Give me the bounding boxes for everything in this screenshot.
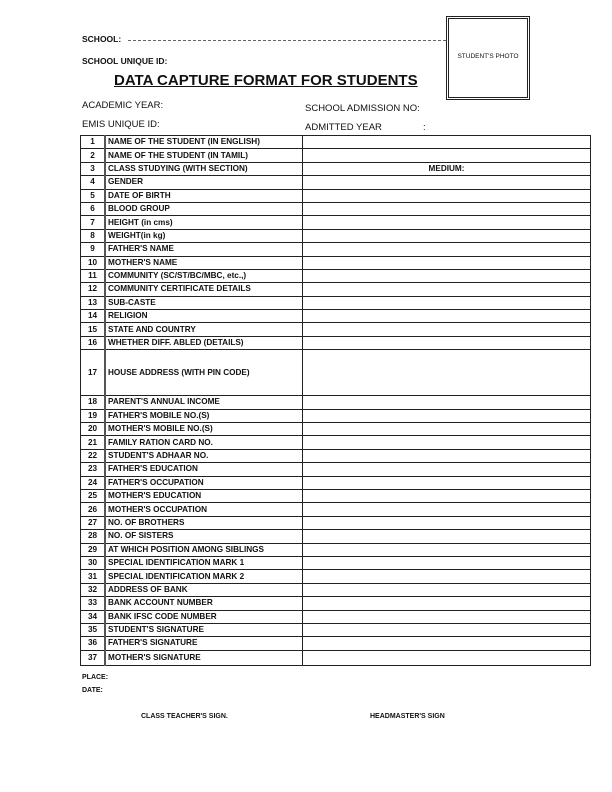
row-number: 6 xyxy=(81,202,106,215)
row-value-field[interactable] xyxy=(303,503,591,516)
admitted-year-label: ADMITTED YEAR xyxy=(305,122,382,133)
row-number: 20 xyxy=(81,423,106,436)
table-row xyxy=(81,229,591,242)
table-row xyxy=(81,323,591,336)
row-number: 16 xyxy=(81,336,106,349)
table-row xyxy=(81,516,591,529)
row-number: 27 xyxy=(81,516,106,529)
table-row xyxy=(81,162,591,175)
row-number: 1 xyxy=(81,136,106,149)
row-label: FATHER'S OCCUPATION xyxy=(105,476,303,489)
row-value-field[interactable] xyxy=(303,530,591,543)
row-value-field[interactable]: MEDIUM: xyxy=(303,162,591,175)
table-row xyxy=(81,463,591,476)
row-number: 29 xyxy=(81,543,106,556)
row-label: MOTHER'S OCCUPATION xyxy=(105,503,303,516)
row-label: WEIGHT(in kg) xyxy=(105,229,303,242)
admitted-year-colon: : xyxy=(423,122,426,133)
row-value-field[interactable] xyxy=(303,610,591,623)
row-label: MOTHER'S NAME xyxy=(105,256,303,269)
table-row xyxy=(81,503,591,516)
row-number: 10 xyxy=(81,256,106,269)
row-value-field[interactable] xyxy=(303,350,591,396)
row-label: SPECIAL IDENTIFICATION MARK 1 xyxy=(105,556,303,569)
table-row xyxy=(81,597,591,610)
table-row xyxy=(81,243,591,256)
date-label: DATE: xyxy=(82,687,103,694)
row-number: 33 xyxy=(81,597,106,610)
row-value-field[interactable] xyxy=(303,650,591,665)
row-number: 9 xyxy=(81,243,106,256)
row-number: 7 xyxy=(81,216,106,229)
row-value-field[interactable] xyxy=(303,423,591,436)
photo-label: STUDENT'S PHOTO xyxy=(457,53,519,60)
table-row xyxy=(81,396,591,409)
student-photo-box xyxy=(446,16,530,100)
table-row xyxy=(81,149,591,162)
row-value-field[interactable] xyxy=(303,336,591,349)
row-value-field[interactable] xyxy=(303,476,591,489)
row-number: 34 xyxy=(81,610,106,623)
row-number: 4 xyxy=(81,176,106,189)
school-field-line xyxy=(128,40,446,41)
row-label: PARENT'S ANNUAL INCOME xyxy=(105,396,303,409)
row-number: 26 xyxy=(81,503,106,516)
row-number: 2 xyxy=(81,149,106,162)
row-number: 22 xyxy=(81,449,106,462)
row-number: 21 xyxy=(81,436,106,449)
row-label: NAME OF THE STUDENT (IN TAMIL) xyxy=(105,149,303,162)
row-number: 32 xyxy=(81,583,106,596)
row-number: 19 xyxy=(81,409,106,422)
row-number: 11 xyxy=(81,269,106,282)
row-label: GENDER xyxy=(105,176,303,189)
row-number: 12 xyxy=(81,283,106,296)
table-row xyxy=(81,543,591,556)
table-row xyxy=(81,310,591,323)
row-value-field[interactable] xyxy=(303,310,591,323)
row-value-field[interactable] xyxy=(303,256,591,269)
table-row xyxy=(81,409,591,422)
row-number: 3 xyxy=(81,162,106,175)
row-label: WHETHER DIFF. ABLED (DETAILS) xyxy=(105,336,303,349)
row-number: 28 xyxy=(81,530,106,543)
table-row xyxy=(81,269,591,282)
row-value-field[interactable] xyxy=(303,449,591,462)
table-row xyxy=(81,436,591,449)
table-row xyxy=(81,423,591,436)
row-value-field[interactable] xyxy=(303,597,591,610)
row-value-field[interactable] xyxy=(303,243,591,256)
row-value-field[interactable] xyxy=(303,516,591,529)
row-number: 35 xyxy=(81,623,106,636)
school-admission-no-label: SCHOOL ADMISSION NO: xyxy=(305,103,420,114)
row-number: 31 xyxy=(81,570,106,583)
table-row xyxy=(81,256,591,269)
row-number: 17 xyxy=(81,350,106,396)
row-value-field[interactable] xyxy=(303,623,591,636)
table-row xyxy=(81,610,591,623)
row-value-field[interactable] xyxy=(303,296,591,309)
row-label: STUDENT'S ADHAAR NO. xyxy=(105,449,303,462)
row-label: DATE OF BIRTH xyxy=(105,189,303,202)
row-label: STUDENT'S SIGNATURE xyxy=(105,623,303,636)
row-value-field[interactable] xyxy=(303,583,591,596)
class-teacher-sign-label: CLASS TEACHER'S SIGN. xyxy=(141,713,228,720)
row-value-field[interactable] xyxy=(303,396,591,409)
table-row xyxy=(81,556,591,569)
place-label: PLACE: xyxy=(82,674,109,681)
row-label: COMMUNITY CERTIFICATE DETAILS xyxy=(105,283,303,296)
row-label: HOUSE ADDRESS (WITH PIN CODE) xyxy=(105,350,303,396)
row-value-field[interactable] xyxy=(303,189,591,202)
row-label: NAME OF THE STUDENT (IN ENGLISH) xyxy=(105,136,303,149)
row-number: 15 xyxy=(81,323,106,336)
table-row xyxy=(81,176,591,189)
row-value-field[interactable] xyxy=(303,489,591,502)
table-row xyxy=(81,449,591,462)
row-value-field[interactable] xyxy=(303,176,591,189)
row-label: SPECIAL IDENTIFICATION MARK 2 xyxy=(105,570,303,583)
row-value-field[interactable] xyxy=(303,283,591,296)
table-row xyxy=(81,650,591,665)
row-value-field[interactable] xyxy=(303,556,591,569)
row-label: COMMUNITY (SC/ST/BC/MBC, etc.,) xyxy=(105,269,303,282)
table-row xyxy=(81,202,591,215)
row-number: 24 xyxy=(81,476,106,489)
row-label: CLASS STUDYING (WITH SECTION) xyxy=(105,162,303,175)
row-value-field[interactable] xyxy=(303,323,591,336)
table-row xyxy=(81,216,591,229)
row-label: BANK ACCOUNT NUMBER xyxy=(105,597,303,610)
row-value-field[interactable] xyxy=(303,229,591,242)
row-value-field[interactable] xyxy=(303,463,591,476)
row-number: 37 xyxy=(81,650,106,665)
academic-year-label: ACADEMIC YEAR: xyxy=(82,100,164,111)
row-value-field[interactable] xyxy=(303,436,591,449)
table-row xyxy=(81,336,591,349)
row-value-field[interactable] xyxy=(303,409,591,422)
row-value-field[interactable] xyxy=(303,202,591,215)
row-number: 30 xyxy=(81,556,106,569)
row-label: ADDRESS OF BANK xyxy=(105,583,303,596)
row-label: FATHER'S NAME xyxy=(105,243,303,256)
table-row xyxy=(81,530,591,543)
row-number: 8 xyxy=(81,229,106,242)
table-row xyxy=(81,583,591,596)
row-value-field[interactable] xyxy=(303,149,591,162)
row-label: AT WHICH POSITION AMONG SIBLINGS xyxy=(105,543,303,556)
row-label: FAMILY RATION CARD NO. xyxy=(105,436,303,449)
row-number: 14 xyxy=(81,310,106,323)
school-unique-id-label: SCHOOL UNIQUE ID: xyxy=(82,56,168,66)
row-value-field[interactable] xyxy=(303,543,591,556)
row-label: MOTHER'S MOBILE NO.(S) xyxy=(105,423,303,436)
school-label: SCHOOL: xyxy=(82,34,122,44)
row-value-field[interactable] xyxy=(303,637,591,650)
row-value-field[interactable] xyxy=(303,269,591,282)
row-label: MOTHER'S EDUCATION xyxy=(105,489,303,502)
table-row xyxy=(81,350,591,396)
row-label: BANK IFSC CODE NUMBER xyxy=(105,610,303,623)
row-number: 18 xyxy=(81,396,106,409)
row-value-field[interactable] xyxy=(303,216,591,229)
table-row xyxy=(81,283,591,296)
row-value-field[interactable] xyxy=(303,570,591,583)
row-label: FATHER'S SIGNATURE xyxy=(105,637,303,650)
row-label: HEIGHT (in cms) xyxy=(105,216,303,229)
row-label: MOTHER'S SIGNATURE xyxy=(105,650,303,665)
row-value-field[interactable] xyxy=(303,136,591,149)
headmaster-sign-label: HEADMASTER'S SIGN xyxy=(370,713,445,720)
student-details-table xyxy=(80,135,591,666)
row-number: 25 xyxy=(81,489,106,502)
table-row xyxy=(81,476,591,489)
row-number: 23 xyxy=(81,463,106,476)
table-row xyxy=(81,189,591,202)
row-label: FATHER'S EDUCATION xyxy=(105,463,303,476)
row-label: SUB-CASTE xyxy=(105,296,303,309)
page-title: DATA CAPTURE FORMAT FOR STUDENTS xyxy=(114,72,418,89)
emis-unique-id-label: EMIS UNIQUE ID: xyxy=(82,119,160,130)
row-label: RELIGION xyxy=(105,310,303,323)
table-row xyxy=(81,637,591,650)
row-label: STATE AND COUNTRY xyxy=(105,323,303,336)
row-number: 5 xyxy=(81,189,106,202)
row-label: BLOOD GROUP xyxy=(105,202,303,215)
table-row xyxy=(81,296,591,309)
row-number: 13 xyxy=(81,296,106,309)
table-row xyxy=(81,489,591,502)
row-label: FATHER'S MOBILE NO.(S) xyxy=(105,409,303,422)
table-row xyxy=(81,136,591,149)
table-row xyxy=(81,570,591,583)
row-label: NO. OF BROTHERS xyxy=(105,516,303,529)
table-row xyxy=(81,623,591,636)
row-number: 36 xyxy=(81,637,106,650)
row-label: NO. OF SISTERS xyxy=(105,530,303,543)
